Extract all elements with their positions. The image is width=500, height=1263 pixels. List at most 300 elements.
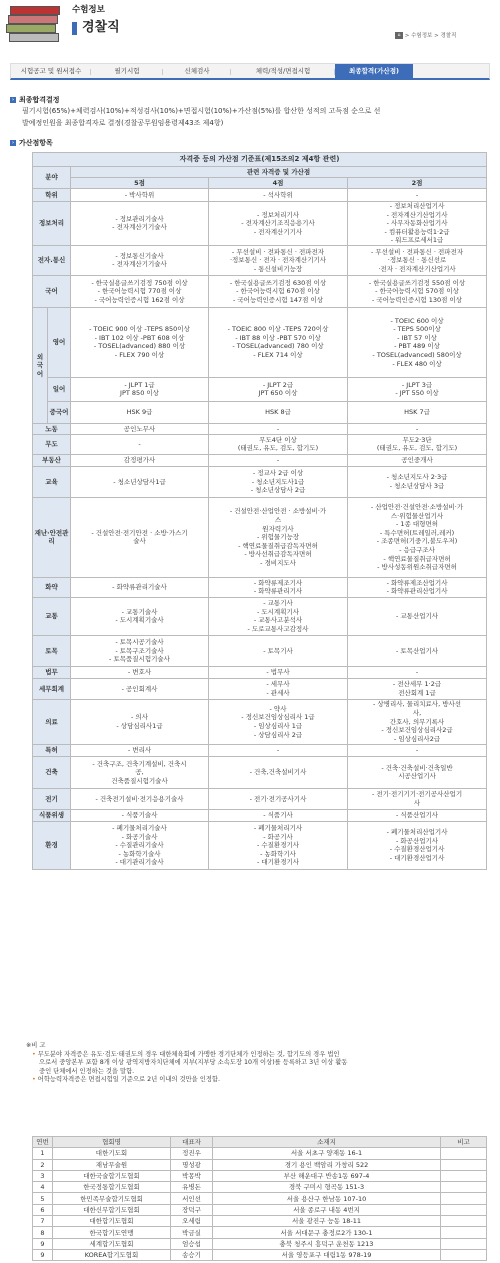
cert-cell <box>209 423 348 434</box>
cert-text: 간호사, 의무기록사 <box>389 717 445 726</box>
table-row <box>33 377 487 401</box>
cert-cell <box>348 635 487 666</box>
field-cell: 식품위생 <box>33 809 71 821</box>
table-title: 자격증 등의 가산점 기준표(제15조의2 제4항 관련) <box>33 153 487 167</box>
cert-text: - 건축구조, 건축기계설비, 건축시 <box>92 759 187 768</box>
assoc-cell: 대한국술합기도협회 <box>53 1170 171 1181</box>
table-row <box>33 635 487 666</box>
assoc-cell: KOREA합기도협회 <box>53 1249 171 1260</box>
cert-cell <box>348 377 487 401</box>
table-row <box>33 756 487 788</box>
assoc-cell <box>441 1204 487 1215</box>
cert-text: - 컴퓨터활용능력1·2급 <box>384 227 450 236</box>
cert-text: - 워드프로세서1급 <box>390 236 444 245</box>
field-cell: 부동산 <box>33 454 71 466</box>
bullet-icon: › <box>11 140 15 146</box>
cert-text: - 대기관리기술사 <box>115 858 164 867</box>
assoc-cell: 서울 영등포구 대림1동 978-19 <box>213 1249 441 1260</box>
cert-cell <box>209 454 348 466</box>
cert-cell <box>348 423 487 434</box>
field-cell: 교육 <box>33 466 71 497</box>
intro-text: 필기시험(65%)+체력검사(10%)+적성검사(10%)+면접시험(10%)+가산점(5%)를 합산한 성적의 고득점 순으로 선 발예정인원을 최종합격자로 결정(경찰공무원임용령제43조 제4항) <box>22 107 381 127</box>
assoc-cell: 한민족무술합기도협회 <box>53 1193 171 1204</box>
cert-cell <box>209 597 348 635</box>
cert-text: - 교통사고분석사 <box>253 616 303 625</box>
cert-cell <box>71 635 209 666</box>
page-title: 경찰직 <box>82 20 120 35</box>
table-row <box>33 466 487 497</box>
assoc-cell: 대한기도회 <box>53 1148 171 1159</box>
cert-text: - 정보통신기술사 <box>115 251 164 260</box>
cert-text: - 전자계산기기술사 <box>112 260 167 269</box>
field-cell: 전기 <box>33 788 71 809</box>
cert-text: - 수질관리기술사 <box>115 841 164 850</box>
field-cell: 무도 <box>33 434 71 454</box>
field-header: 분야 <box>33 167 71 189</box>
cert-text: - 변호사 <box>127 668 152 677</box>
cert-text: - 청소년지도사 2·3급 <box>386 473 448 482</box>
assoc-row <box>33 1182 487 1193</box>
cert-text: - 석사학위 <box>263 190 293 199</box>
table-row <box>33 699 487 744</box>
assoc-cell: 경기 용인 백암리 가창리 522 <box>213 1159 441 1170</box>
cert-text: - 화공기사 <box>263 832 293 841</box>
cert-cell <box>209 756 348 788</box>
assoc-cell: 세계합기도협회 <box>53 1238 171 1249</box>
cert-text: HSK 7급 <box>404 408 430 417</box>
assoc-cell <box>441 1249 487 1260</box>
table-row <box>33 167 487 178</box>
cert-text: 시공산업기사 <box>398 772 436 781</box>
cert-text: HSK 9급 <box>126 408 153 417</box>
cert-cell <box>209 577 348 597</box>
cert-text: ·정보통신 · 통신선로 <box>387 256 447 265</box>
cert-text: - TOSEL(advanced) 780 이상 <box>232 342 324 351</box>
assoc-cell <box>441 1159 487 1170</box>
cert-cell <box>348 189 487 202</box>
cert-cell <box>209 788 348 809</box>
field-cell: 노동 <box>33 423 71 434</box>
cert-text: - 임상심리사2급 <box>393 734 441 743</box>
tab-announcement[interactable]: 시험공고 및 원서접수 <box>11 64 91 78</box>
cert-text: - 국어능력인증시험 147점 이상 <box>232 295 324 304</box>
cert-cell <box>348 597 487 635</box>
table-row <box>33 809 487 821</box>
cert-cell <box>348 202 487 246</box>
cert-text: - 토목산업기사 <box>395 646 439 655</box>
cert-text: - 상병리사, 물리치료사, 방사선 <box>373 700 462 709</box>
assoc-row <box>33 1238 487 1249</box>
cert-text: - 청소년상담사1급 <box>113 477 166 486</box>
cert-text: JPT 850 이상 <box>120 389 159 398</box>
assoc-cell: 대한합기도협회 <box>53 1216 171 1227</box>
table-row <box>33 434 487 454</box>
cert-text: - 청소년지도사1급 <box>251 477 305 486</box>
cert-text: - 한국어능력시험 670점 이상 <box>236 287 320 296</box>
cert-text: 건축품질시험기술사 <box>111 776 168 785</box>
cert-text: - 화공산업기사 <box>395 836 439 845</box>
cert-text: - 핵연료물질취급감독자면허 <box>238 541 318 550</box>
table-row <box>33 189 487 202</box>
assoc-cell: 한국정통합기도협회 <box>53 1182 171 1193</box>
cert-cell <box>348 821 487 869</box>
assoc-cell: 2 <box>33 1159 53 1170</box>
cert-cell <box>209 377 348 401</box>
cert-cell <box>209 678 348 699</box>
cert-cell <box>348 788 487 809</box>
assoc-cell: 서울 서초구 양재동 16-1 <box>213 1148 441 1159</box>
cert-text: - 도로교통사고감정사 <box>247 625 309 634</box>
field-cell: 환경 <box>33 821 71 869</box>
field-cell: 건축 <box>33 756 71 788</box>
cert-text: - 무선설비 · 전파통신 · 전파전자 <box>231 247 325 256</box>
assoc-cell: 장덕구 <box>171 1204 213 1215</box>
cert-text: - 상담심리사 2급 <box>253 730 303 739</box>
cert-text: - 건축전기설비·전기응용기술사 <box>95 794 184 803</box>
cert-text: - 박사학위 <box>124 190 155 199</box>
cert-text: - 경비지도사 <box>260 558 296 567</box>
cert-text: 원자력기사 <box>262 524 294 533</box>
cert-text: - 전기·전기공사기사 <box>249 794 307 803</box>
cert-text: - 정신보건임상심리사 1급 <box>241 713 315 722</box>
cert-cell <box>71 666 209 678</box>
cert-text: - 정보관리기술사 <box>115 214 164 223</box>
cert-text: JPT 650 이상 <box>258 389 298 398</box>
cert-text: - 화약류제조기사 <box>253 578 303 587</box>
assoc-cell: 송승기 <box>171 1249 213 1260</box>
cert-text: - 관세사 <box>266 688 290 697</box>
cert-cell <box>348 466 487 497</box>
field-cell: 중국어 <box>48 401 71 423</box>
field-cell: 정보처리 <box>33 202 71 246</box>
assoc-cell: 8 <box>33 1227 53 1238</box>
cert-text: - PBT 489 이상 <box>394 342 440 351</box>
cert-cell <box>209 275 348 307</box>
field-cell: 토목 <box>33 635 71 666</box>
notes-label: ※비 고 <box>26 1042 46 1049</box>
bullet-icon: › <box>11 97 15 103</box>
cert-text: - 전자계산기기사 <box>253 227 303 236</box>
cert-cell <box>209 497 348 577</box>
home-icon[interactable]: ⌂ <box>395 32 403 39</box>
cert-text: - TEPS 500이상 <box>393 325 441 334</box>
cert-text: 공, <box>135 768 144 777</box>
assoc-cell: 6 <box>33 1204 53 1215</box>
cert-text: - 국어능력인증시험 130점 이상 <box>372 295 463 304</box>
cert-text: - 사무자동화산업기사 <box>386 219 448 228</box>
assoc-cell: 서울 용산구 한남동 107-10 <box>213 1193 441 1204</box>
assoc-cell: 명성광 <box>171 1159 213 1170</box>
table-row <box>33 597 487 635</box>
cert-text: - IBT 102 이상 -PBT 608 이상 <box>94 333 185 342</box>
table-row <box>33 577 487 597</box>
cert-text: - 건설안전·산업안전 · 소방설비·가 <box>229 507 327 516</box>
assoc-cell <box>441 1227 487 1238</box>
cert-text: - 농화학기사 <box>260 849 296 858</box>
cert-text: - 폐기물처리산업기사 <box>386 828 448 837</box>
cert-text: - 교통산업기사 <box>395 612 439 621</box>
cert-text: - JLPT 1급 <box>124 380 155 389</box>
table-row <box>33 178 487 189</box>
cert-text: - 정교사 2급 이상 <box>252 469 304 478</box>
field-cell: 세무회계 <box>33 678 71 699</box>
cert-text: - 청소년상담사 2급 <box>250 486 306 495</box>
cert-text: - 임상심리사 1급 <box>253 721 303 730</box>
cert-text: - 1종 대형면허 <box>396 520 439 529</box>
cert-text: - 농화학기술사 <box>118 849 161 858</box>
cert-cell <box>348 744 487 756</box>
assoc-cell <box>441 1216 487 1227</box>
cert-text: 무도4단 이상 <box>259 435 297 444</box>
cert-cell <box>348 497 487 577</box>
cert-text: - <box>276 746 280 755</box>
cert-cell <box>348 809 487 821</box>
cert-cell <box>348 245 487 275</box>
cert-cell <box>348 275 487 307</box>
cert-text: - 청소년상담사 3급 <box>389 481 445 490</box>
assoc-cell <box>441 1182 487 1193</box>
cert-text: - 약사 <box>269 704 287 713</box>
table-row <box>33 788 487 809</box>
cert-text: - 화약류제조산업기사 <box>386 578 448 587</box>
assoc-cell: 오세림 <box>171 1216 213 1227</box>
cert-text: - 수질환경기사 <box>256 841 300 850</box>
table-row <box>33 423 487 434</box>
cert-cell <box>209 744 348 756</box>
cert-text: - 전산세무 1·2급 <box>392 680 442 689</box>
cert-cell <box>71 678 209 699</box>
assoc-cell: 한국합기도연맹 <box>53 1227 171 1238</box>
cert-text: - 화약류관리기사 <box>253 587 303 596</box>
cert-text: - 식품산업기사 <box>395 811 439 820</box>
table-row <box>33 744 487 756</box>
field-cell: 교통 <box>33 597 71 635</box>
tab-fitness-interview[interactable]: 체력/적성/면접시험 <box>231 64 335 78</box>
breadcrumb: ⌂ > 수험정보 > 경찰직 <box>395 32 495 42</box>
cert-text: - 수질환경산업기사 <box>389 845 445 854</box>
assoc-cell: 경북 구미시 형곡동 151-3 <box>213 1182 441 1193</box>
cert-cell <box>209 401 348 423</box>
assoc-row <box>33 1193 487 1204</box>
cert-text: - 방사성동위원소취급자면허 <box>377 563 457 572</box>
cert-text: 공인노무사 <box>123 424 156 433</box>
cert-text: - <box>138 440 141 449</box>
cert-text: - JLPT 2급 <box>262 380 294 389</box>
cert-text: - 전자계산기기술사 <box>112 223 167 232</box>
assoc-cell: 박몽박 <box>171 1170 213 1181</box>
table-row <box>33 153 487 167</box>
cert-text: 스·위험물산업기사 <box>390 511 444 520</box>
section-bonus: › 가산점항목 <box>11 139 53 147</box>
assoc-cell: 정진우 <box>171 1148 213 1159</box>
field-cell: 재난·안전관리 <box>33 497 71 577</box>
tab-written-exam[interactable]: 필기시험 <box>91 64 163 78</box>
cert-text: - 정보처리기사 <box>256 210 300 219</box>
cert-text: - 한국어능력시험 570점 이상 <box>375 287 459 296</box>
cert-cell <box>71 245 209 275</box>
assoc-header: 협회명 <box>53 1137 171 1148</box>
cert-text: - 정신보건임상심리사2급 <box>381 726 453 735</box>
table-row <box>33 497 487 577</box>
cert-text: - <box>415 424 419 433</box>
cert-text: - FLEX 790 이상 <box>114 351 165 360</box>
cert-cell <box>209 245 348 275</box>
cert-text: - 건설안전·전기안전 · 소방·가스기 <box>91 528 188 537</box>
cert-text: 술사 <box>133 537 146 546</box>
cert-text: - 무선설비 · 전파통신 · 전파전자 <box>370 247 464 256</box>
cert-text: - TOEIC 900 이상 -TEPS 850이상 <box>89 325 190 334</box>
cert-cell <box>71 189 209 202</box>
cert-text: - 화공기술사 <box>121 832 158 841</box>
assoc-row <box>33 1170 487 1181</box>
tab-final-pass[interactable]: 최종합격(가산점) <box>335 64 413 78</box>
cert-text: - 대기환경기사 <box>256 858 300 867</box>
cert-text: - <box>415 190 419 199</box>
cert-cell <box>209 434 348 454</box>
cert-cell <box>71 744 209 756</box>
assoc-cell: 1 <box>33 1148 53 1159</box>
table-row <box>33 245 487 275</box>
cert-cell <box>348 307 487 377</box>
cert-text: - 세무사 <box>266 680 290 689</box>
cert-cell <box>71 597 209 635</box>
assoc-row <box>33 1148 487 1159</box>
cert-header: 관련 자격증 및 가산점 <box>71 167 487 178</box>
field-cell: 법무 <box>33 666 71 678</box>
table-row <box>33 678 487 699</box>
tab-bar <box>10 63 490 80</box>
table-row <box>33 307 487 377</box>
cert-cell <box>348 434 487 454</box>
cert-cell <box>71 423 209 434</box>
cert-cell <box>209 821 348 869</box>
assoc-header: 연번 <box>33 1137 53 1148</box>
cert-cell <box>348 454 487 466</box>
notes <box>26 1042 492 1085</box>
cert-text: HSK 8급 <box>265 408 291 417</box>
field-cell: 화약 <box>33 577 71 597</box>
cert-text: 스 <box>274 515 282 524</box>
assoc-row <box>33 1159 487 1170</box>
note-line: 으로서 중앙본부 포함 8개 이상 광역지방자치단체에 지부(지부당 소속도장 10개 이상)를 등록하고 3년 이상 활동 <box>39 1059 348 1066</box>
breadcrumb-item[interactable]: 경찰직 <box>440 33 457 39</box>
cert-cell <box>209 699 348 744</box>
cert-text: ·정보통신 · 전자 · 전자계산기기사 <box>229 256 327 265</box>
table-row <box>33 454 487 466</box>
assoc-cell <box>441 1238 487 1249</box>
cert-text: 감정평가사 <box>123 456 156 465</box>
points-header: 5점 <box>71 178 209 189</box>
cert-text: - <box>276 456 280 465</box>
cert-text: - 폐기물처리기사 <box>253 823 303 832</box>
assoc-row <box>33 1216 487 1227</box>
cert-cell <box>209 809 348 821</box>
assoc-cell: 7 <box>33 1216 53 1227</box>
cert-text: - TOSEL(advanced) 580이상 <box>372 351 462 360</box>
cert-cell <box>71 756 209 788</box>
field-cell: 국어 <box>33 275 71 307</box>
cert-text: - 건축·건축설비·건축일반 <box>381 763 453 772</box>
cert-text: - TOEIC 800 이상 -TEPS 720이상 <box>227 325 329 334</box>
tab-physical-exam[interactable]: 신체검사 <box>163 64 231 78</box>
assoc-cell: 서인선 <box>171 1193 213 1204</box>
cert-text: - 정보처리산업기사 <box>389 202 445 210</box>
assoc-cell: 4 <box>33 1182 53 1193</box>
cert-cell <box>209 666 348 678</box>
table-row <box>33 821 487 869</box>
assoc-cell: 대한신무합기도협회 <box>53 1204 171 1215</box>
cert-text: - 통신설비기능장 <box>253 264 303 273</box>
cert-cell <box>71 401 209 423</box>
points-header: 2점 <box>348 178 487 189</box>
assoc-header: 소재지 <box>213 1137 441 1148</box>
assoc-header: 비고 <box>441 1137 487 1148</box>
cert-text: - 식품기사 <box>263 811 293 820</box>
assoc-row <box>33 1249 487 1260</box>
assoc-cell: 부산 해운대구 반송1동 697-4 <box>213 1170 441 1181</box>
assoc-cell: 5 <box>33 1193 53 1204</box>
cert-text: - 대기환경산업기사 <box>389 854 445 863</box>
assoc-cell: 엄승섭 <box>171 1238 213 1249</box>
cert-cell <box>71 788 209 809</box>
assoc-cell: 충북 청주시 흥덕구 운천동 1213 <box>213 1238 441 1249</box>
cert-text: - <box>415 746 419 755</box>
cert-text: (태권도, 유도, 검도, 합기도) <box>237 444 319 453</box>
assoc-cell: 서울 종로구 내동 4번지 <box>213 1204 441 1215</box>
note-line: • 어학능력자격증은 면접시험일 기준으로 2년 이내의 것만을 인정함. <box>32 1076 220 1083</box>
cert-text: - 토목기사 <box>263 646 293 655</box>
cert-text: - 한국어능력시험 770점 이상 <box>97 287 182 296</box>
cert-text: ·전자 · 전자계산기산업기사 <box>378 264 456 273</box>
breadcrumb-item[interactable]: 수험정보 <box>411 33 433 39</box>
cert-cell <box>209 307 348 377</box>
assoc-cell <box>441 1193 487 1204</box>
assoc-cell: 서울 서대문구 충정로2가 130-1 <box>213 1227 441 1238</box>
cert-cell <box>209 202 348 246</box>
assoc-cell: 9 <box>33 1249 53 1260</box>
cert-cell <box>71 275 209 307</box>
assoc-cell: 3 <box>33 1170 53 1181</box>
cert-text: - <box>415 668 419 677</box>
cert-text: - TOEIC 600 이상 <box>390 316 444 325</box>
cert-cell <box>348 699 487 744</box>
cert-text: - 식품기술사 <box>121 811 158 820</box>
cert-cell <box>71 821 209 869</box>
cert-cell <box>209 635 348 666</box>
cert-text: - IBT 88 이상 -PBT 570 이상 <box>235 333 321 342</box>
cert-text: - 토목구조기술사 <box>115 646 164 655</box>
cert-cell <box>348 756 487 788</box>
cert-text: - TOSEL(advanced) 880 이상 <box>93 342 186 351</box>
cert-text: - 응급구조사 <box>399 546 435 555</box>
cert-text: - 화약류관리산업기사 <box>386 587 448 596</box>
books-icon <box>6 4 60 42</box>
cert-cell <box>209 189 348 202</box>
field-cell: 전자.통신 <box>33 245 71 275</box>
cert-text: - JLPT 3급 <box>401 380 433 389</box>
cert-text: (태권도, 유도, 검도, 합기도) <box>376 444 458 453</box>
cert-cell <box>71 466 209 497</box>
table-row <box>33 275 487 307</box>
field-cell: 의료 <box>33 699 71 744</box>
cert-text: - 상담심리사1급 <box>116 721 163 730</box>
cert-text: - 위험물기능장 <box>256 533 300 542</box>
association-table <box>32 1136 487 1261</box>
points-header: 4점 <box>209 178 348 189</box>
cert-cell <box>71 699 209 744</box>
cert-cell <box>71 377 209 401</box>
cert-text: 사 <box>413 798 421 807</box>
